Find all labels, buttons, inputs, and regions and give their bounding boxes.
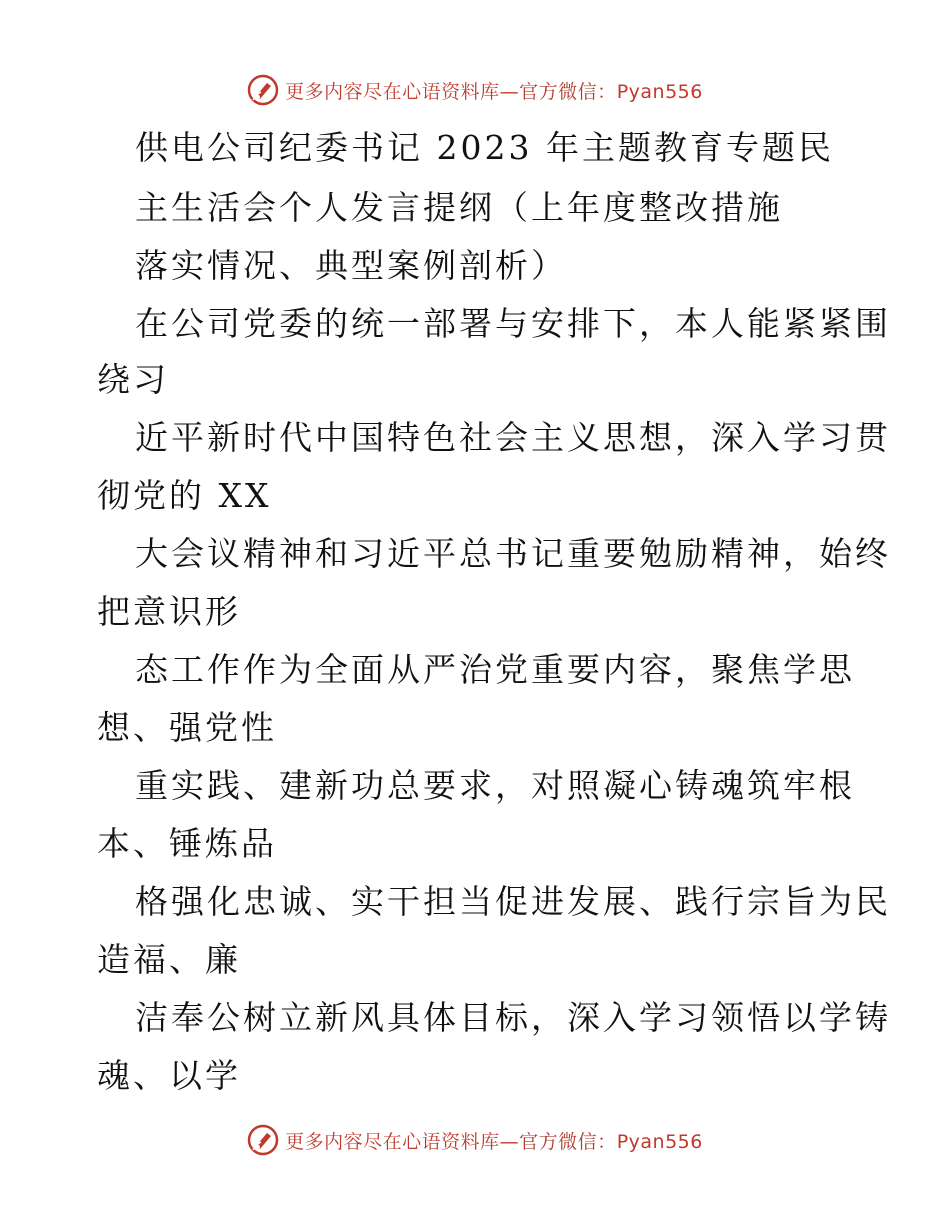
pen-nib-seal-icon xyxy=(247,1124,279,1156)
paragraph-line: 本、锤炼品 xyxy=(97,824,277,863)
paragraph-line: 想、强党性 xyxy=(97,708,277,747)
paragraph-line: 造福、廉 xyxy=(97,940,241,979)
watermark-text: 更多内容尽在心语资料库—官方微信：Pyan556 xyxy=(285,80,703,103)
paragraph-line: 洁奉公树立新风具体目标，深入学习领悟以学铸 xyxy=(135,998,891,1037)
title-line: 主生活会个人发言提纲（上年度整改措施 xyxy=(135,188,783,227)
watermark-text: 更多内容尽在心语资料库—官方微信：Pyan556 xyxy=(285,1130,703,1153)
footer-watermark xyxy=(0,1120,950,1160)
paragraph-line: 近平新时代中国特色社会主义思想，深入学习贯 xyxy=(135,418,891,457)
paragraph-line: 绕习 xyxy=(97,360,169,399)
header-watermark xyxy=(0,70,950,110)
paragraph-line: 彻党的 XX xyxy=(97,476,272,515)
paragraph-line: 格强化忠诚、实干担当促进发展、践行宗旨为民 xyxy=(135,882,891,921)
paragraph-line: 大会议精神和习近平总书记重要勉励精神，始终 xyxy=(135,534,891,573)
paragraph-line: 魂、以学 xyxy=(97,1056,241,1095)
paragraph-line: 把意识形 xyxy=(97,592,241,631)
paragraph-line: 重实践、建新功总要求，对照凝心铸魂筑牢根 xyxy=(135,766,855,805)
pen-nib-seal-icon xyxy=(247,74,279,106)
title-line: 供电公司纪委书记 2023 年主题教育专题民 xyxy=(135,128,834,167)
title-line: 落实情况、典型案例剖析） xyxy=(135,246,567,285)
paragraph-line: 在公司党委的统一部署与安排下，本人能紧紧围 xyxy=(135,304,891,343)
paragraph-line: 态工作作为全面从严治党重要内容，聚焦学思 xyxy=(135,650,855,689)
